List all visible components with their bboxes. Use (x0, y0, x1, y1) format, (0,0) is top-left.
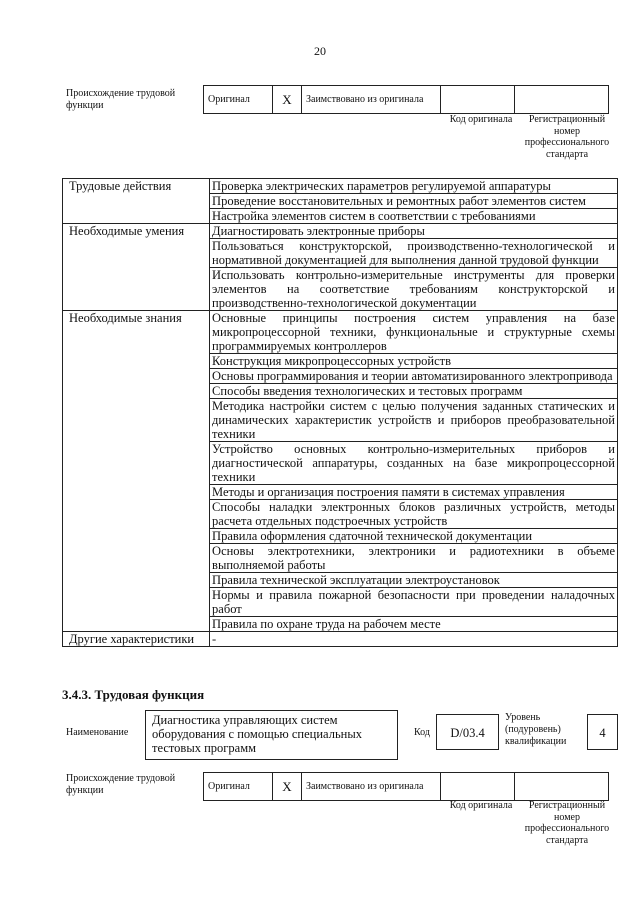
name-label: Наименование (66, 727, 129, 738)
row-item: Нормы и правила пожарной безопасности при проведении наладочных работ (210, 588, 618, 617)
function-table (62, 178, 618, 647)
row-item: Основные принципы построения систем управления на базе микропроцессорной техники, функциональные и структурные схемы программируемых контроллеров (210, 311, 618, 354)
borrowed-cell-bottom: Заимствовано из оригинала (302, 773, 441, 801)
code-label: Код (414, 727, 430, 738)
row-item: Методы и организация построения памяти в системах управления (210, 485, 618, 500)
origin-label-bottom: Происхождение трудовой функции (66, 773, 176, 796)
original-cell: Оригинал (204, 86, 273, 114)
table-row (63, 179, 618, 194)
row-item: Способы введения технологических и тестовых программ (210, 384, 618, 399)
row-item: Правила технической эксплуатации электроустановок (210, 573, 618, 588)
row-item: Основы программирования и теории автоматизированного электропривода (210, 369, 618, 384)
reg-number-cell-bottom (515, 773, 609, 801)
row-item: Проведение восстановительных и ремонтных работ элементов систем (210, 194, 618, 209)
code-caption: Код оригинала (449, 114, 513, 125)
original-code-cell (441, 86, 515, 114)
reg-caption-bottom: Регистрационный номер профессионального стандарта (524, 800, 610, 846)
row-category: Другие характеристики (63, 632, 210, 647)
row-item: Диагностировать электронные приборы (210, 224, 618, 239)
origin-table (203, 85, 609, 114)
row-item: Устройство основных контрольно-измерительных приборов и диагностической аппаратуры, созданных на базе микропроцессорной техники (210, 442, 618, 485)
row-item: Правила оформления сдаточной технической документации (210, 529, 618, 544)
row-category: Необходимые знания (63, 311, 210, 632)
table-row (63, 632, 618, 647)
row-item: Настройка элементов систем в соответствии с требованиями (210, 209, 618, 224)
row-item: - (210, 632, 618, 647)
page-number: 20 (314, 44, 326, 58)
original-mark: X (273, 86, 302, 114)
origin-table-bottom (203, 772, 609, 801)
function-name: Диагностика управляющих систем оборудования с помощью специальных тестовых программ (145, 710, 398, 760)
row-item: Конструкция микропроцессорных устройств (210, 354, 618, 369)
code-caption-bottom: Код оригинала (449, 800, 513, 811)
table-row (63, 224, 618, 239)
row-item: Пользоваться конструкторской, производственно-технологической и нормативной документацией для выполнения данной трудовой функции (210, 239, 618, 268)
function-code: D/03.4 (436, 714, 499, 750)
row-item: Правила по охране труда на рабочем месте (210, 617, 618, 632)
row-item: Основы электротехники, электроники и радиотехники в объеме выполняемой работы (210, 544, 618, 573)
section-heading: 3.4.3. Трудовая функция (62, 687, 205, 702)
reg-caption: Регистрационный номер профессионального стандарта (524, 114, 610, 160)
original-mark-bottom: X (273, 773, 302, 801)
original-code-cell-bottom (441, 773, 515, 801)
table-row (63, 311, 618, 354)
row-category: Необходимые умения (63, 224, 210, 311)
row-item: Способы наладки электронных блоков различных устройств, методы расчета отдельных подстроечных устройств (210, 500, 618, 529)
level-value: 4 (587, 714, 618, 750)
row-item: Проверка электрических параметров регулируемой аппаратуры (210, 179, 618, 194)
row-item: Использовать контрольно-измерительные инструменты для проверки элементов на соответствие требованиям конструкторской и производственно-технологической документации (210, 268, 618, 311)
origin-label: Происхождение трудовой функции (66, 88, 176, 111)
reg-number-cell (515, 86, 609, 114)
borrowed-cell: Заимствовано из оригинала (302, 86, 441, 114)
row-category: Трудовые действия (63, 179, 210, 224)
original-cell-bottom: Оригинал (204, 773, 273, 801)
level-label: Уровень (подуровень) квалификации (505, 712, 567, 747)
row-item: Методика настройки систем с целью получения заданных статических и динамических характеристик устройств и приборов преобразовательной техники (210, 399, 618, 442)
